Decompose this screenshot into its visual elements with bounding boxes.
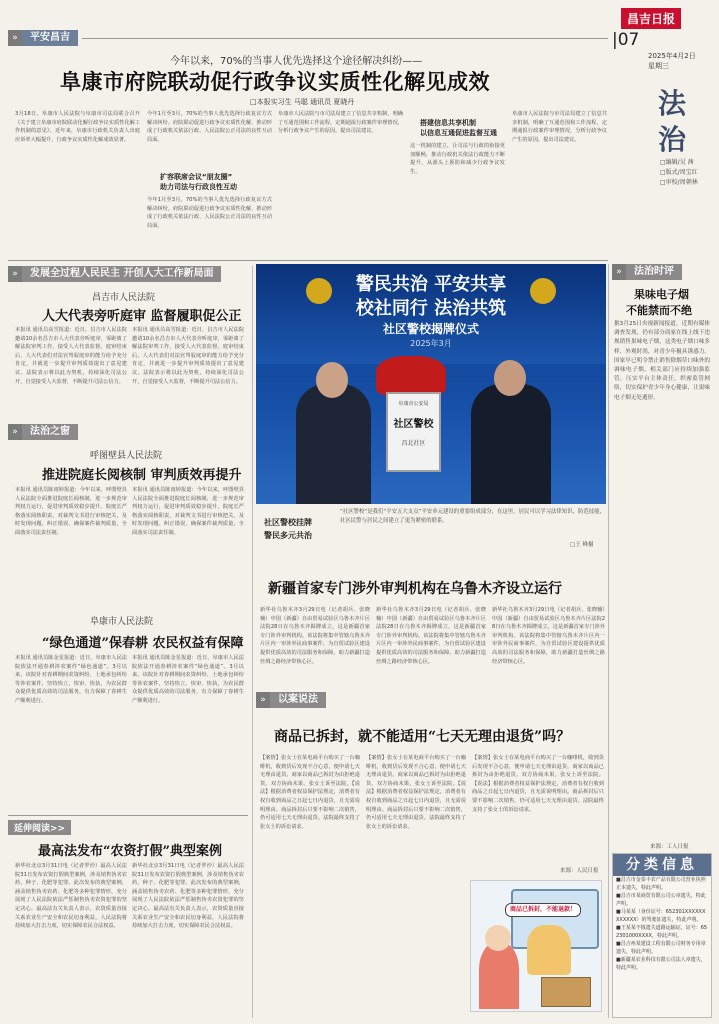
article-2-text-b: 本报讯 通讯员陈雨婷报道：今年以来，呼图壁县人民法院全面推进院庭长阅核制，进一步规范审判权力运行，促进审判质效稳步提升。院庭长严格落实阅核职责，对裁判文书进行审核把关，及时发现问题、纠正错误，确保案件裁判质量，全面落实司法责任制。 bbox=[132, 487, 244, 536]
person-right-head bbox=[494, 360, 526, 396]
tab-npc: » 发展全过程人民民主 开创人大工作新局面 bbox=[8, 266, 248, 282]
article-6-text-a: 【案情】张女士在某电商平台购买了一台咖啡机，收到货后发现不合心意，便申请七天无理由退货。商家以商品已拆封为由拒绝退货。双方协商未果，张女士诉至法院。【说法】根据消费者权益保护法规定，消费者有权自收到商品之日起七日内退货，且无需说明理由。商品拆封后只要不影响二次销售，仍可适用七天无理由退货。法院最终支持了张女士的诉讼请求。 bbox=[260, 755, 360, 830]
masthead-logo: 昌吉日报 bbox=[621, 8, 681, 29]
photo-caption: “社区警校”是我们“平安五大支点”平安单元建设的重要组成部分，在这里，居民可以学习法律知识、防范技能，社区民警与居民之间建立了更为紧密的联系。 bbox=[340, 509, 605, 524]
photo-caption-title: 社区警校挂牌 警民多元共治 bbox=[264, 518, 312, 540]
banner-date: 2025年3月 bbox=[410, 339, 452, 348]
lead-kicker: 今年以来，70%的当事人优先选择这个途径解决纠纷—— bbox=[170, 56, 423, 67]
cartoon-illustration bbox=[470, 880, 602, 1012]
article-5-title: 新疆首家专门涉外审判机构在乌鲁木齐设立运行 bbox=[268, 581, 562, 597]
issue-date: 2025年4月2日 bbox=[648, 52, 696, 60]
divider bbox=[8, 260, 608, 261]
lead-para-2b: 今年1月至3月，70%的当事人优先选择行政复议方式解决纠纷。府院联动促进行政争议实质性化解，推动形成了行政机关依法行政、人民法院公正司法的良性互动局面。 bbox=[147, 197, 272, 229]
person-left bbox=[296, 384, 371, 504]
article-5-text-b: 新华社乌鲁木齐3月29日电（记者胡兵、张晓楠）中国（新疆）自由贸易试验区乌鲁木齐片区法院28日在乌鲁木齐揭牌成立，这是新疆首家专门涉外审判机构。该法院将集中管辖乌鲁木齐片区内一审涉外民商事案件，为自贸试验区建设提供优质高效的司法服务和保障，助力新疆打造丝绸之路经济带核心区。 bbox=[376, 607, 486, 665]
cartoon-seller bbox=[527, 925, 571, 975]
lead-byline: □本报实习生 马聪 通讯员 夏晓丹 bbox=[250, 98, 355, 106]
article-5-text-c: 新华社乌鲁木齐3月29日电（记者胡兵、张晓楠）中国（新疆）自由贸易试验区乌鲁木齐片区法院28日在乌鲁木齐揭牌成立，这是新疆首家专门涉外审判机构。该法院将集中管辖乌鲁木齐片区内一审涉外民商事案件，为自贸试验区建设提供优质高效的司法服务和保障，助力新疆打造丝绸之路经济带核心区。 bbox=[492, 607, 605, 665]
article-7-title-1: 果味电子烟 bbox=[634, 288, 689, 301]
cartoon-buyer-head bbox=[485, 925, 511, 951]
person-right bbox=[471, 384, 551, 504]
plaque: 阜康市公安局 社区警校 昌北社区 bbox=[386, 392, 441, 472]
article-2-text-a: 本报讯 通讯员陈雨婷报道：今年以来，呼图壁县人民法院全面推进院庭长阅核制，进一步规范审判权力运行，促进审判质效稳步提升。院庭长严格落实阅核职责，对裁判文书进行审核把关，及时发现问题、纠正错误，确保案件裁判质量，全面落实司法责任制。 bbox=[15, 487, 127, 536]
banner-line-1: 警民共治 平安共享 bbox=[355, 274, 507, 295]
article-1-text-b: 本报讯 通讯员高雪报道：近日，昌吉市人民法院邀请10余名昌吉市人大代表旁听庭审，零距离了解法院审判工作，接受人大代表监督。庭审结束后，人大代表们对法官驾驭庭审的能力给予充分肯定，并就进一步提升审判质效提出了意见建议。法院表示将以此为契机，持续深化司法公开，自觉接受人大监督，不断提升司法公信力。 bbox=[132, 327, 244, 385]
classified-item: ■昌吉州某建设工程有限公司财务专用章遗失，特此声明。 bbox=[616, 941, 706, 955]
classified-item: ■昌吉市金泰丰农产品有限公司营业执照正本遗失，特此声明。 bbox=[616, 877, 706, 891]
tab-times: » 法治时评 bbox=[612, 264, 712, 280]
cartoon-speech: 商品已拆封，不能退款！ bbox=[505, 903, 581, 917]
lead-para-1: 3月18日，阜康市人民法院与阜康市司法局联合召开《关于建立阜康市府院联动化解行政争议实质性化解工作机制的意见》。近年来，阜康市行政机关负责人出庭应诉率大幅提升，行政争议实质性化解成效显著。 bbox=[15, 111, 140, 143]
police-emblem-icon bbox=[530, 278, 556, 304]
article-6-title: 商品已拆封，就不能适用“七天无理由退货”吗？ bbox=[274, 729, 571, 745]
lead-sub-2: 搭建信息共享机制 以信息互通促进监督互通 bbox=[420, 119, 497, 137]
classified-box bbox=[612, 853, 712, 1018]
article-3-dept: 阜康市人民法院 bbox=[90, 617, 154, 627]
page-number: |07 bbox=[612, 30, 640, 50]
banner-line-2: 校社同行 法治共筑 bbox=[355, 298, 507, 319]
lead-para-2: 今年1月至3月，70%的当事人优先选择行政复议方式解决纠纷。府院联动促进行政争议实质性化解，推动形成了行政机关依法行政、人民法院公正司法的良性互动局面。 bbox=[147, 111, 272, 143]
tab-extend: 延伸阅读>> bbox=[8, 820, 71, 835]
divider bbox=[8, 815, 248, 816]
article-3-text-a: 本报讯 通讯员陈金星报道：近日，阜康市人民法院依法开通春耕涉农案件“绿色通道”。3月以来，该院针对春耕期间农资纠纷、土地承包纠纷等涉农案件，坚持快立、快审、快执，为农民群众提供优质高效的司法服务，有力保障了春耕生产顺利进行。 bbox=[15, 655, 127, 704]
tab-court: » 法治之窗 bbox=[8, 424, 88, 440]
person-left-head bbox=[316, 362, 348, 398]
event-photo bbox=[256, 264, 606, 504]
section-word-bottom: 治 bbox=[658, 123, 687, 156]
article-7-title-2: 不能禁而不绝 bbox=[626, 304, 692, 317]
lead-sub-1: 扩容联席会议“朋友圈” 助力司法与行政良性互动 bbox=[160, 173, 237, 191]
article-6-credit: 来源：人民日报 bbox=[560, 868, 599, 874]
cartoon-buyer bbox=[479, 943, 519, 1009]
lead-title: 阜康市府院联动促行政争议实质性化解见成效 bbox=[60, 69, 490, 94]
article-1-dept: 昌吉市人民法院 bbox=[92, 293, 156, 303]
column-divider bbox=[608, 264, 609, 1018]
article-5-text-a: 新华社乌鲁木齐3月29日电（记者胡兵、张晓楠）中国（新疆）自由贸易试验区乌鲁木齐片区法院28日在乌鲁木齐揭牌成立，这是新疆首家专门涉外审判机构。该法院将集中管辖乌鲁木齐片区内一审涉外民商事案件，为自贸试验区建设提供优质高效的司法服务和保障，助力新疆打造丝绸之路经济带核心区。 bbox=[260, 607, 370, 665]
banner-line-3: 社区警校揭牌仪式 bbox=[382, 322, 479, 336]
article-3-title: “绿色通道”保春耕 农民权益有保障 bbox=[42, 636, 244, 651]
police-emblem-icon bbox=[306, 278, 332, 304]
photo-credit: □王 峰摄 bbox=[570, 542, 594, 548]
article-2-dept: 呼图壁县人民法院 bbox=[90, 451, 163, 461]
classified-item: ■马某某（身份证号：652301XXXXXXXXXXXX）的驾驶证遗失，特此声明。 bbox=[616, 909, 706, 923]
column-divider bbox=[252, 266, 253, 1018]
lead-para-4: 这一机制的建立，让司法与行政的衔接更加顺畅，推动行政机关依法行政能力不断提升，从源头上预防和减少行政争议发生。 bbox=[410, 143, 505, 175]
tab-top: » 平安昌吉 bbox=[8, 30, 608, 46]
article-7-credit: 来源：工人日报 bbox=[650, 844, 689, 850]
article-4-text-b: 新华社北京3月31日电（记者罗沙）最高人民法院31日发布农资打假典型案例，涉及销售伪劣农药、种子、化肥等犯罪。此次发布的典型案例，涵盖销售伪劣农药、化肥等多种犯罪情形，充分展现了人民法院依法严惩制售伪劣农资犯罪的坚定决心。最高法有关负责人表示，农资质量直接关系农业生产安全和农民切身利益，人民法院将持续加大打击力度，切实保障农民合法权益。 bbox=[132, 863, 244, 930]
article-4-title: 最高法发布“农资打假”典型案例 bbox=[38, 844, 222, 859]
cartoon-box bbox=[541, 977, 591, 1007]
classified-item: ■昌吉市某商贸有限公司公章遗失，特此声明。 bbox=[616, 893, 706, 907]
article-1-text-a: 本报讯 通讯员高雪报道：近日，昌吉市人民法院邀请10余名昌吉市人大代表旁听庭审，零距离了解法院审判工作，接受人大代表监督。庭审结束后，人大代表们对法官驾驭庭审的能力给予充分肯定，并就进一步提升审判质效提出了意见建议。法院表示将以此为契机，持续深化司法公开，自觉接受人大监督，不断提升司法公信力。 bbox=[15, 327, 127, 385]
classified-item: ■新疆某农业科技有限公司法人章遗失，特此声明。 bbox=[616, 957, 706, 971]
classified-title: 分类信息 bbox=[613, 854, 711, 876]
article-1-title: 人大代表旁听庭审 监督履职促公正 bbox=[42, 309, 242, 324]
lead-para-5: 阜康市人民法院与市司法局建立了信息共享机制，明确了互通范围和工作流程，定期通报行政案件审理情况，分析行政争议产生的原因，提出司法建议。 bbox=[512, 111, 607, 143]
article-6-text-c: 【案情】张女士在某电商平台购买了一台咖啡机，收到货后发现不合心意，便申请七天无理由退货。商家以商品已拆封为由拒绝退货。双方协商未果，张女士诉至法院。【说法】根据消费者权益保护法规定，消费者有权自收到商品之日起七日内退货，且无需说明理由。商品拆封后只要不影响二次销售，仍可适用七天无理由退货。法院最终支持了张女士的诉讼请求。 bbox=[472, 755, 604, 813]
article-7-text: 据3月25日央视新闻报道，近期有媒体调查发现，仍有部分商家在线上线下违规销售果味电子烟，这类电子烟口味多样、外观时尚，对青少年极具诱惑力。国家早已明令禁止销售除烟草口味外的调味电子烟，相关部门应持续加强监管，压实平台主体责任，织密监管网络，切实保护青少年身心健康，让果味电子烟无处遁形。 bbox=[614, 321, 710, 401]
lead-para-3: 阜康市人民法院与市司法局建立了信息共享机制，明确了互通范围和工作流程，定期通报行政案件审理情况，分析行政争议产生的原因，提出司法建议。 bbox=[278, 111, 403, 135]
tab-lawsays: » 以案说法 bbox=[256, 692, 346, 708]
issue-weekday: 星期三 bbox=[648, 62, 669, 70]
section-word-top: 法 bbox=[658, 87, 687, 120]
editor-credits: □编辑/吴 茜 □版式/周宝红 □审校/周朝林 bbox=[660, 159, 698, 186]
classified-item: ■王某某不慎遗失道路运输证，证号：652301000XXXX，特此声明。 bbox=[616, 925, 708, 939]
article-6-text-b: 【案情】张女士在某电商平台购买了一台咖啡机，收到货后发现不合心意，便申请七天无理由退货。商家以商品已拆封为由拒绝退货。双方协商未果，张女士诉至法院。【说法】根据消费者权益保护法规定，消费者有权自收到商品之日起七日内退货，且无需说明理由。商品拆封后只要不影响二次销售，仍可适用七天无理由退货。法院最终支持了张女士的诉讼请求。 bbox=[366, 755, 466, 830]
article-2-title: 推进院庭长阅核制 审判质效再提升 bbox=[42, 468, 242, 483]
article-4-text-a: 新华社北京3月31日电（记者罗沙）最高人民法院31日发布农资打假典型案例，涉及销售伪劣农药、种子、化肥等犯罪。此次发布的典型案例，涵盖销售伪劣农药、化肥等多种犯罪情形，充分展现了人民法院依法严惩制售伪劣农资犯罪的坚定决心。最高法有关负责人表示，农资质量直接关系农业生产安全和农民切身利益，人民法院将持续加大打击力度，切实保障农民合法权益。 bbox=[15, 863, 127, 930]
article-3-text-b: 本报讯 通讯员陈金星报道：近日，阜康市人民法院依法开通春耕涉农案件“绿色通道”。3月以来，该院针对春耕期间农资纠纷、土地承包纠纷等涉农案件，坚持快立、快审、快执，为农民群众提供优质高效的司法服务，有力保障了春耕生产顺利进行。 bbox=[132, 655, 244, 704]
red-drape bbox=[376, 356, 446, 396]
